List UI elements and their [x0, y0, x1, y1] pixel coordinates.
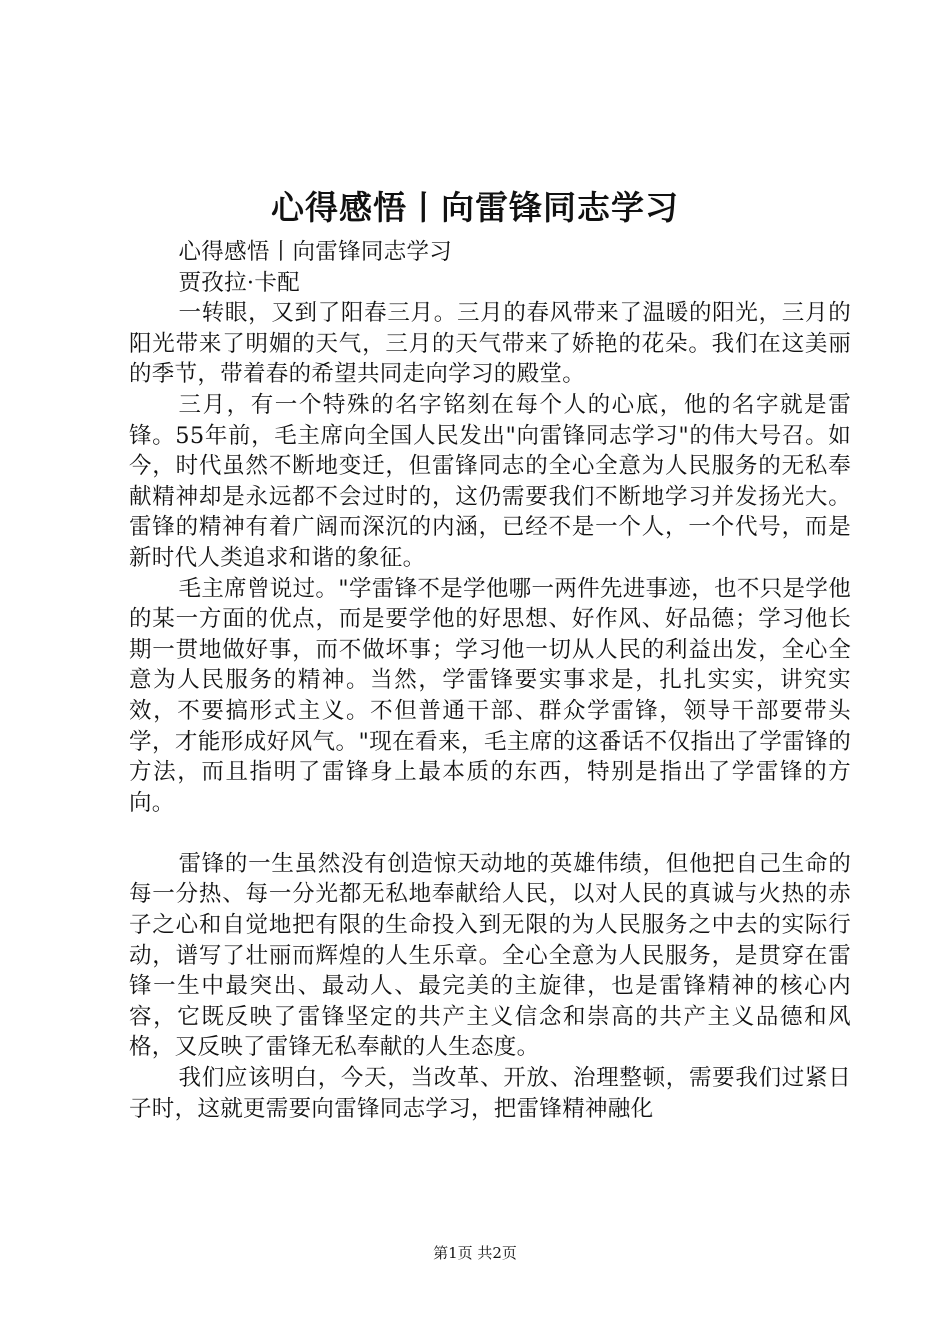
- paragraph: 我们应该明白，今天，当改革、开放、治理整顿，需要我们过紧日子时，这就更需要向雷锋同志学习，把雷锋精神融化: [129, 1065, 851, 1122]
- paragraph: 三月，有一个特殊的名字铭刻在每个人的心底，他的名字就是雷锋。55年前，毛主席向全国人民发出"向雷锋同志学习"的伟大号召。如今，时代虽然不断地变迁，但雷锋同志的全心全意为人民服务的无私奉献精神却是永远都不会过时的，这仍需要我们不断地学习并发扬光大。雷锋的精神有着广阔而深沉的内涵，已经不是一个人，一个代号，而是新时代人类追求和谐的象征。: [129, 391, 851, 571]
- paragraph: 雷锋的一生虽然没有创造惊天动地的英雄伟绩，但他把自己生命的每一分热、每一分光都无私地奉献给人民，以对人民的真诚与火热的赤子之心和自觉地把有限的生命投入到无限的为人民服务之中去的实际行动，谱写了壮丽而辉煌的人生乐章。全心全意为人民服务，是贯穿在雷锋一生中最突出、最动人、最完美的主旋律，也是雷锋精神的核心内容，它既反映了雷锋坚定的共产主义信念和崇高的共产主义品德和风格，又反映了雷锋无私奉献的人生态度。: [129, 850, 851, 1061]
- paragraph: 毛主席曾说过。"学雷锋不是学他哪一两件先进事迹，也不只是学他的某一方面的优点，而是要学他的好思想、好作风、好品德；学习他长期一贯地做好事，而不做坏事；学习他一切从人民的利益出发，全心全意为人民服务的精神。当然，学雷锋要实事求是，扎扎实实，讲究实效，不要搞形式主义。不但普通干部、群众学雷锋，领导干部要带头学，才能形成好风气。"现在看来，毛主席的这番话不仅指出了学雷锋的方法，而且指明了雷锋身上最本质的东西，特别是指出了学雷锋的方向。: [129, 575, 851, 816]
- subtitle-line: 心得感悟丨向雷锋同志学习: [178, 239, 453, 265]
- paragraph: 一转眼，又到了阳春三月。三月的春风带来了温暖的阳光，三月的阳光带来了明媚的天气，三月的天气带来了娇艳的花朵。我们在这美丽的季节，带着春的希望共同走向学习的殿堂。: [129, 300, 851, 388]
- page-footer: 第1页 共2页: [433, 1244, 517, 1262]
- author-line: 贾孜拉·卡配: [178, 269, 300, 296]
- document-title: 心得感悟丨向雷锋同志学习: [271, 188, 679, 227]
- document-body: [129, 237, 851, 1124]
